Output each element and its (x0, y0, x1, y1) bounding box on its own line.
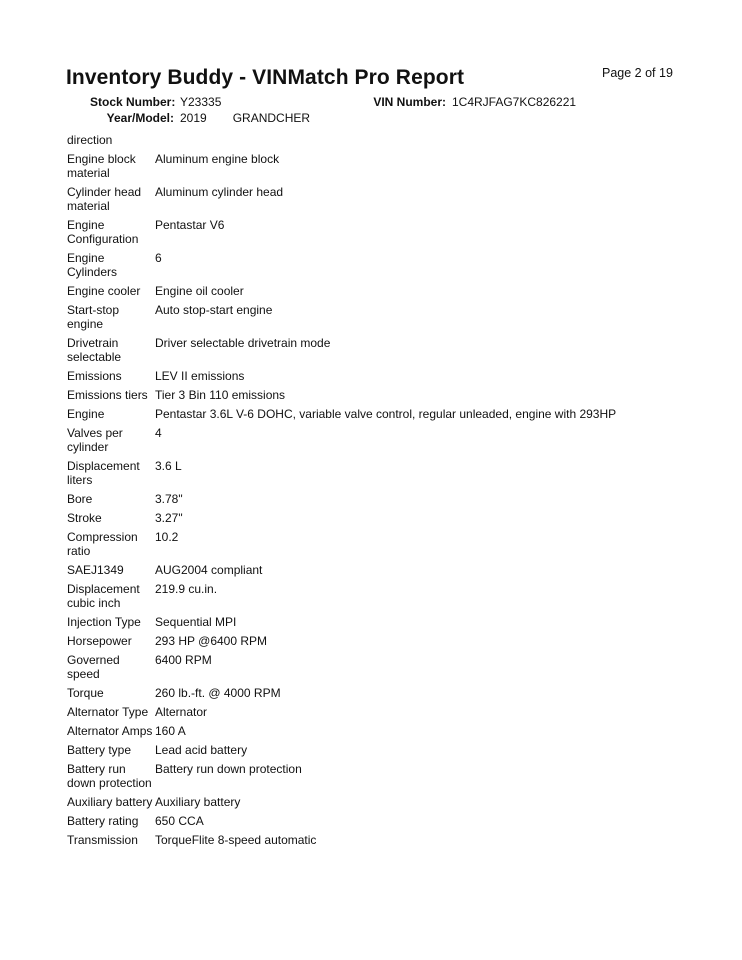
stock-number-label: Stock Number: (90, 95, 176, 109)
spec-label: Engine Configuration (67, 218, 139, 246)
spec-label: Alternator Amps (67, 724, 153, 738)
spec-row (67, 334, 707, 367)
spec-label: Emissions (67, 369, 122, 383)
spec-row (67, 301, 707, 334)
spec-row (67, 150, 707, 183)
vin-number-value: 1C4RJFAG7KC826221 (452, 95, 577, 109)
spec-row (67, 651, 707, 684)
spec-value: Auxiliary battery (155, 795, 241, 809)
spec-value: Aluminum cylinder head (155, 185, 284, 199)
spec-row (67, 216, 707, 249)
spec-row (67, 131, 707, 150)
model-value: GRANDCHER (232, 111, 311, 125)
year-value: 2019 (180, 111, 207, 125)
spec-label: Engine cooler (67, 284, 141, 298)
spec-label: Governed speed (67, 653, 120, 681)
spec-row (67, 812, 707, 831)
spec-value: Pentastar V6 (155, 218, 225, 232)
spec-label: Torque (67, 686, 104, 700)
spec-label: Engine block material (67, 152, 136, 180)
spec-label: Stroke (67, 511, 102, 525)
spec-value: 160 A (155, 724, 186, 738)
spec-label: Battery run down protection (67, 762, 152, 790)
spec-label: Valves per cylinder (67, 426, 123, 454)
spec-row (67, 580, 707, 613)
spec-row (67, 684, 707, 703)
spec-value: 3.78" (155, 492, 183, 506)
spec-label: Horsepower (67, 634, 132, 648)
spec-row (67, 183, 707, 216)
spec-label: Injection Type (67, 615, 141, 629)
spec-row (67, 490, 707, 509)
spec-row (67, 793, 707, 812)
spec-value: 650 CCA (155, 814, 204, 828)
spec-label: Compression ratio (67, 530, 138, 558)
spec-label: direction (67, 133, 113, 147)
spec-value: Tier 3 Bin 110 emissions (155, 388, 286, 402)
spec-value: AUG2004 compliant (155, 563, 263, 577)
spec-value: 10.2 (155, 530, 179, 544)
spec-value: Alternator (155, 705, 208, 719)
spec-row (67, 613, 707, 632)
spec-row (67, 741, 707, 760)
spec-row (67, 703, 707, 722)
spec-label: Engine (67, 407, 105, 421)
spec-row (67, 561, 707, 580)
spec-label: Bore (67, 492, 93, 506)
vin-number-label: VIN Number: (373, 95, 446, 109)
year-model (90, 111, 310, 125)
year-model-label: Year/Model: (106, 111, 174, 125)
spec-value: 6400 RPM (155, 653, 212, 667)
spec-value: Driver selectable drivetrain mode (155, 336, 331, 350)
spec-row (67, 722, 707, 741)
spec-value: 219.9 cu.in. (155, 582, 218, 596)
stock-number-value: Y23335 (180, 95, 222, 109)
spec-row (67, 249, 707, 282)
spec-label: Drivetrain selectable (67, 336, 122, 364)
spec-table (67, 131, 707, 850)
spec-value: 6 (155, 251, 162, 265)
spec-value: Battery run down protection (155, 762, 302, 776)
spec-label: Battery rating (67, 814, 139, 828)
spec-label: Auxiliary battery (67, 795, 153, 809)
spec-label: Alternator Type (67, 705, 149, 719)
spec-value: Lead acid battery (155, 743, 248, 757)
spec-label: Displacement cubic inch (67, 582, 140, 610)
stock-number (90, 95, 221, 109)
spec-value: Pentastar 3.6L V-6 DOHC, variable valve control, regular unleaded, engine with 293HP (155, 407, 617, 421)
spec-value: Engine oil cooler (155, 284, 244, 298)
report-title: Inventory Buddy - VINMatch Pro Report (66, 66, 465, 89)
spec-value: 3.27" (155, 511, 183, 525)
spec-row (67, 282, 707, 301)
spec-label: SAEJ1349 (67, 563, 124, 577)
spec-row (67, 424, 707, 457)
spec-row (67, 632, 707, 651)
vin-number (372, 95, 576, 109)
spec-value: TorqueFlite 8-speed automatic (155, 833, 317, 847)
spec-row (67, 509, 707, 528)
spec-row (67, 367, 707, 386)
spec-label: Displacement liters (67, 459, 140, 487)
spec-label: Cylinder head material (67, 185, 142, 213)
spec-label: Engine Cylinders (67, 251, 118, 279)
spec-value: Aluminum engine block (155, 152, 280, 166)
spec-value: 293 HP @6400 RPM (155, 634, 268, 648)
spec-value: LEV II emissions (155, 369, 245, 383)
spec-row (67, 386, 707, 405)
spec-row (67, 760, 707, 793)
spec-value: 260 lb.-ft. @ 4000 RPM (155, 686, 281, 700)
spec-label: Battery type (67, 743, 132, 757)
spec-row (67, 457, 707, 490)
page-number: Page 2 of 19 (602, 66, 673, 80)
spec-value: Auto stop-start engine (155, 303, 273, 317)
spec-value (155, 133, 707, 147)
spec-label: Emissions tiers (67, 388, 148, 402)
spec-value: 4 (155, 426, 162, 440)
spec-value: 3.6 L (155, 459, 182, 473)
spec-label: Transmission (67, 833, 138, 847)
spec-row (67, 528, 707, 561)
spec-row (67, 405, 707, 424)
spec-row (67, 831, 707, 850)
spec-value: Sequential MPI (155, 615, 237, 629)
spec-label: Start-stop engine (67, 303, 120, 331)
